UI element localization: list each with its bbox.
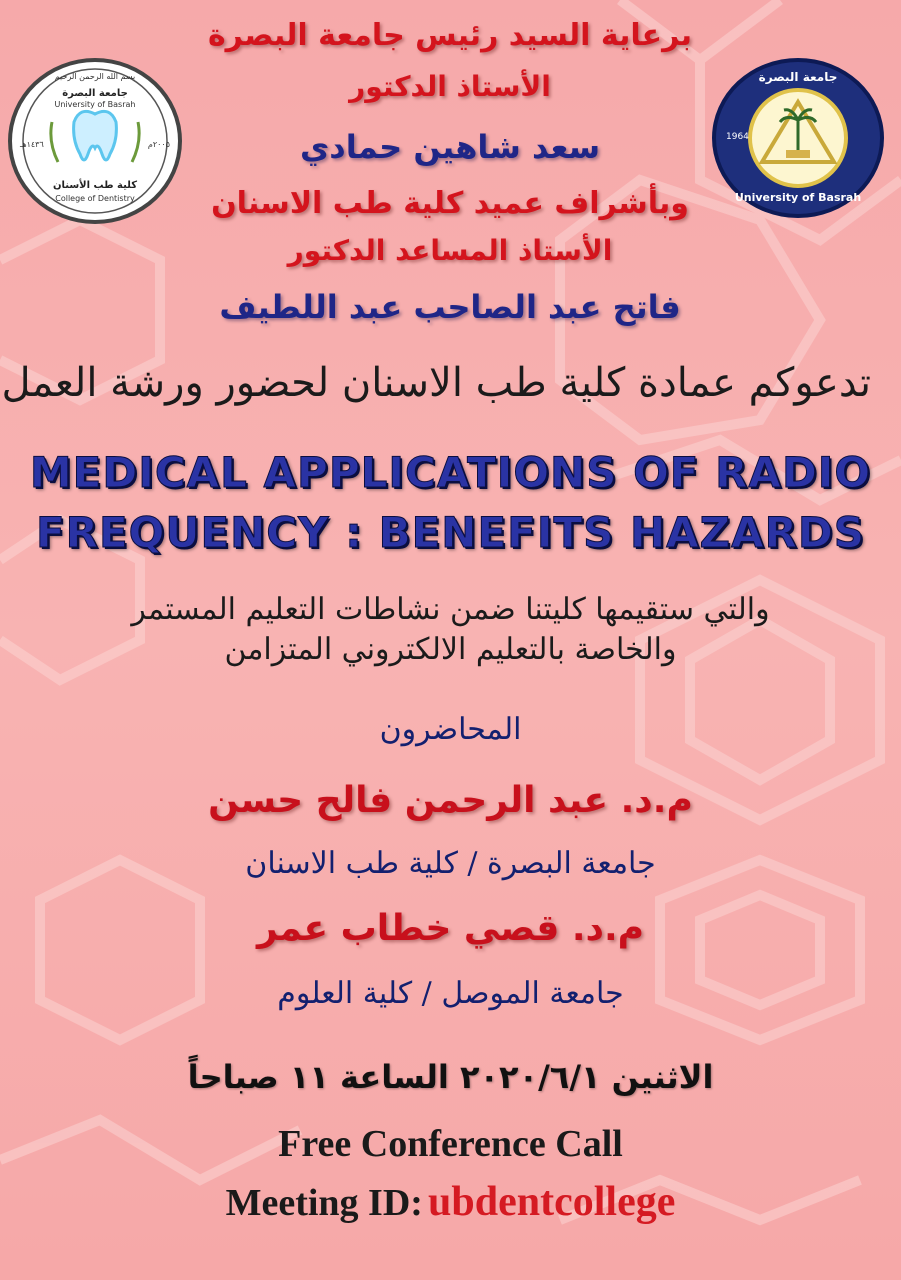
- workshop-title-line1: MEDICAL APPLICATIONS OF RADIO: [29, 448, 872, 497]
- invitation-text: تدعوكم عمادة كلية طب الاسنان لحضور ورشة العمل: [1, 360, 871, 406]
- meeting-id-label: Meeting ID:: [225, 1182, 423, 1224]
- dean-title: الأستاذ المساعد الدكتور: [287, 234, 613, 267]
- patronage-line: برعاية السيد رئيس جامعة البصرة: [207, 18, 693, 53]
- lecturers-heading: المحاضرون: [379, 712, 522, 747]
- event-datetime: الاثنين ٢٠٢٠/٦/١ الساعة ١١ صباحاً: [187, 1058, 714, 1096]
- dean-name: فاتح عبد الصاحب عبد اللطيف: [219, 288, 681, 326]
- logo-right-bottom-text: University of Basrah: [734, 191, 862, 204]
- logo-left-college-ar: كلية طب الأسنان: [52, 180, 138, 191]
- logo-left-year-left: ١٤٣٦هـ: [20, 140, 44, 149]
- logo-left-college-en: College of Dentistry: [55, 194, 135, 203]
- logo-left-university-ar: جامعة البصرة: [62, 88, 128, 99]
- description-line1: والتي ستقيمها كليتنا ضمن نشاطات التعليم المستمر: [131, 592, 770, 627]
- university-of-basrah-logo: [712, 58, 884, 218]
- lecturer-1-name: م.د. عبد الرحمن فالح حسن: [208, 780, 693, 821]
- tooth-icon: [74, 111, 117, 160]
- logo-left-top-text: بسم الله الرحمن الرحيم: [54, 72, 136, 81]
- president-name: سعد شاهين حمادي: [299, 128, 601, 166]
- lecturer-2-affiliation: جامعة الموصل / كلية العلوم: [277, 976, 624, 1011]
- workshop-title-line2: FREQUENCY : BENEFITS HAZARDS: [35, 508, 866, 557]
- logo-right-year: 1964: [726, 132, 749, 142]
- logo-left-year-right: ٢٠٠٥م: [147, 140, 170, 149]
- conference-service: Free Conference Call: [278, 1123, 623, 1165]
- logo-right-top-text: جامعة البصرة: [758, 70, 838, 84]
- logo-left-university-en: University of Basrah: [54, 100, 136, 109]
- meeting-id-value[interactable]: ubdentcollege: [428, 1179, 676, 1225]
- lecturer-1-affiliation: جامعة البصرة / كلية طب الاسنان: [245, 846, 656, 881]
- college-of-dentistry-logo: [8, 58, 182, 224]
- description-line2: والخاصة بالتعليم الالكتروني المتزامن: [224, 632, 677, 667]
- president-title: الأستاذ الدكتور: [349, 70, 551, 103]
- lecturer-2-name: م.د. قصي خطاب عمر: [256, 908, 645, 949]
- meeting-id-row: [0, 1178, 901, 1226]
- supervision-line: وبأشراف عميد كلية طب الاسنان: [211, 186, 689, 221]
